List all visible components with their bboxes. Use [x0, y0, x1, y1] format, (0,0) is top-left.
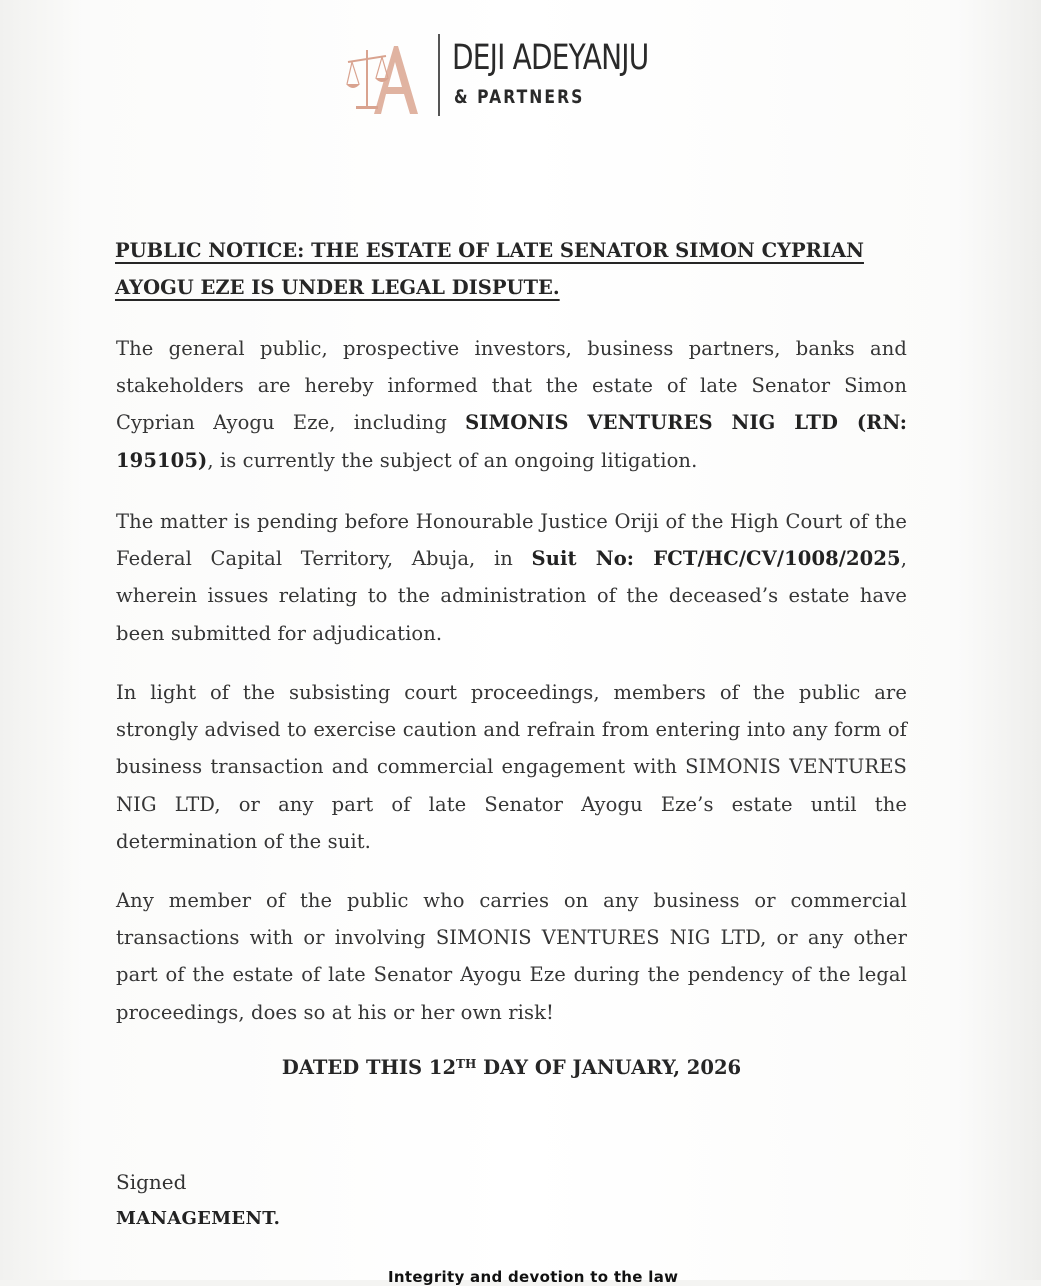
dated-ordinal-suffix: TH — [456, 1057, 477, 1071]
paragraph-2-text-end: , wherein issues relating to the administration of the deceased’s estate have been submitted for adjudication. — [116, 547, 907, 645]
paragraph-2 — [116, 503, 907, 652]
letterhead-divider — [438, 34, 440, 116]
footer-motto: Integrity and devotion to the law — [388, 1268, 679, 1286]
paragraph-3: In light of the subsisting court proceedings, members of the public are strongly advised to exercise caution and refrain from entering into any form of business transaction and commercial engagement with SIMONIS VENTURES NIG LTD, or any part of late Senator Ayogu Eze’s estate until the determination of the suit. — [116, 681, 907, 853]
scales-of-justice-logo-icon — [346, 40, 430, 116]
notice-title — [115, 232, 909, 306]
paragraph-1-text-end: , is currently the subject of an ongoing litigation. — [207, 448, 698, 472]
dated-rest: DAY OF JANUARY, 2026 — [476, 1056, 742, 1079]
suit-number-bold: Suit No: FCT/HC/CV/1008/2025 — [531, 547, 901, 571]
paragraph-1-text: The general public, prospective investors, business partners, banks and stakeholders are hereby informed that the estate of late Senator Simon Cyprian Ayogu Eze, including — [116, 337, 907, 435]
dated-prefix: DATED THIS 12 — [281, 1056, 457, 1079]
firm-subtitle: & PARTNERS — [454, 86, 585, 108]
signatory: MANAGEMENT. — [116, 1208, 281, 1229]
firm-name: DEJI ADEYANJU — [452, 38, 649, 78]
signed-label: Signed — [116, 1170, 187, 1194]
paragraph-1 — [116, 330, 907, 479]
company-name-bold: SIMONIS VENTURES NIG LTD (RN: 195105) — [116, 411, 907, 472]
notice-title-line2: AYOGU EZE IS UNDER LEGAL DISPUTE. — [115, 276, 560, 299]
letterhead — [346, 34, 676, 118]
dated-line — [0, 1056, 1041, 1079]
paragraph-2-text: The matter is pending before Honourable Justice Oriji of the High Court of the Federal Capital Territory, Abuja, in — [116, 510, 907, 571]
notice-title-line1: PUBLIC NOTICE: THE ESTATE OF LATE SENATOR SIMON CYPRIAN — [115, 239, 864, 262]
paragraph-4: Any member of the public who carries on any business or commercial transactions with or involving SIMONIS VENTURES NIG LTD, or any other part of the estate of late Senator Ayogu Eze during the pendency of the legal proceedings, does so at his or her own risk! — [116, 889, 907, 1024]
